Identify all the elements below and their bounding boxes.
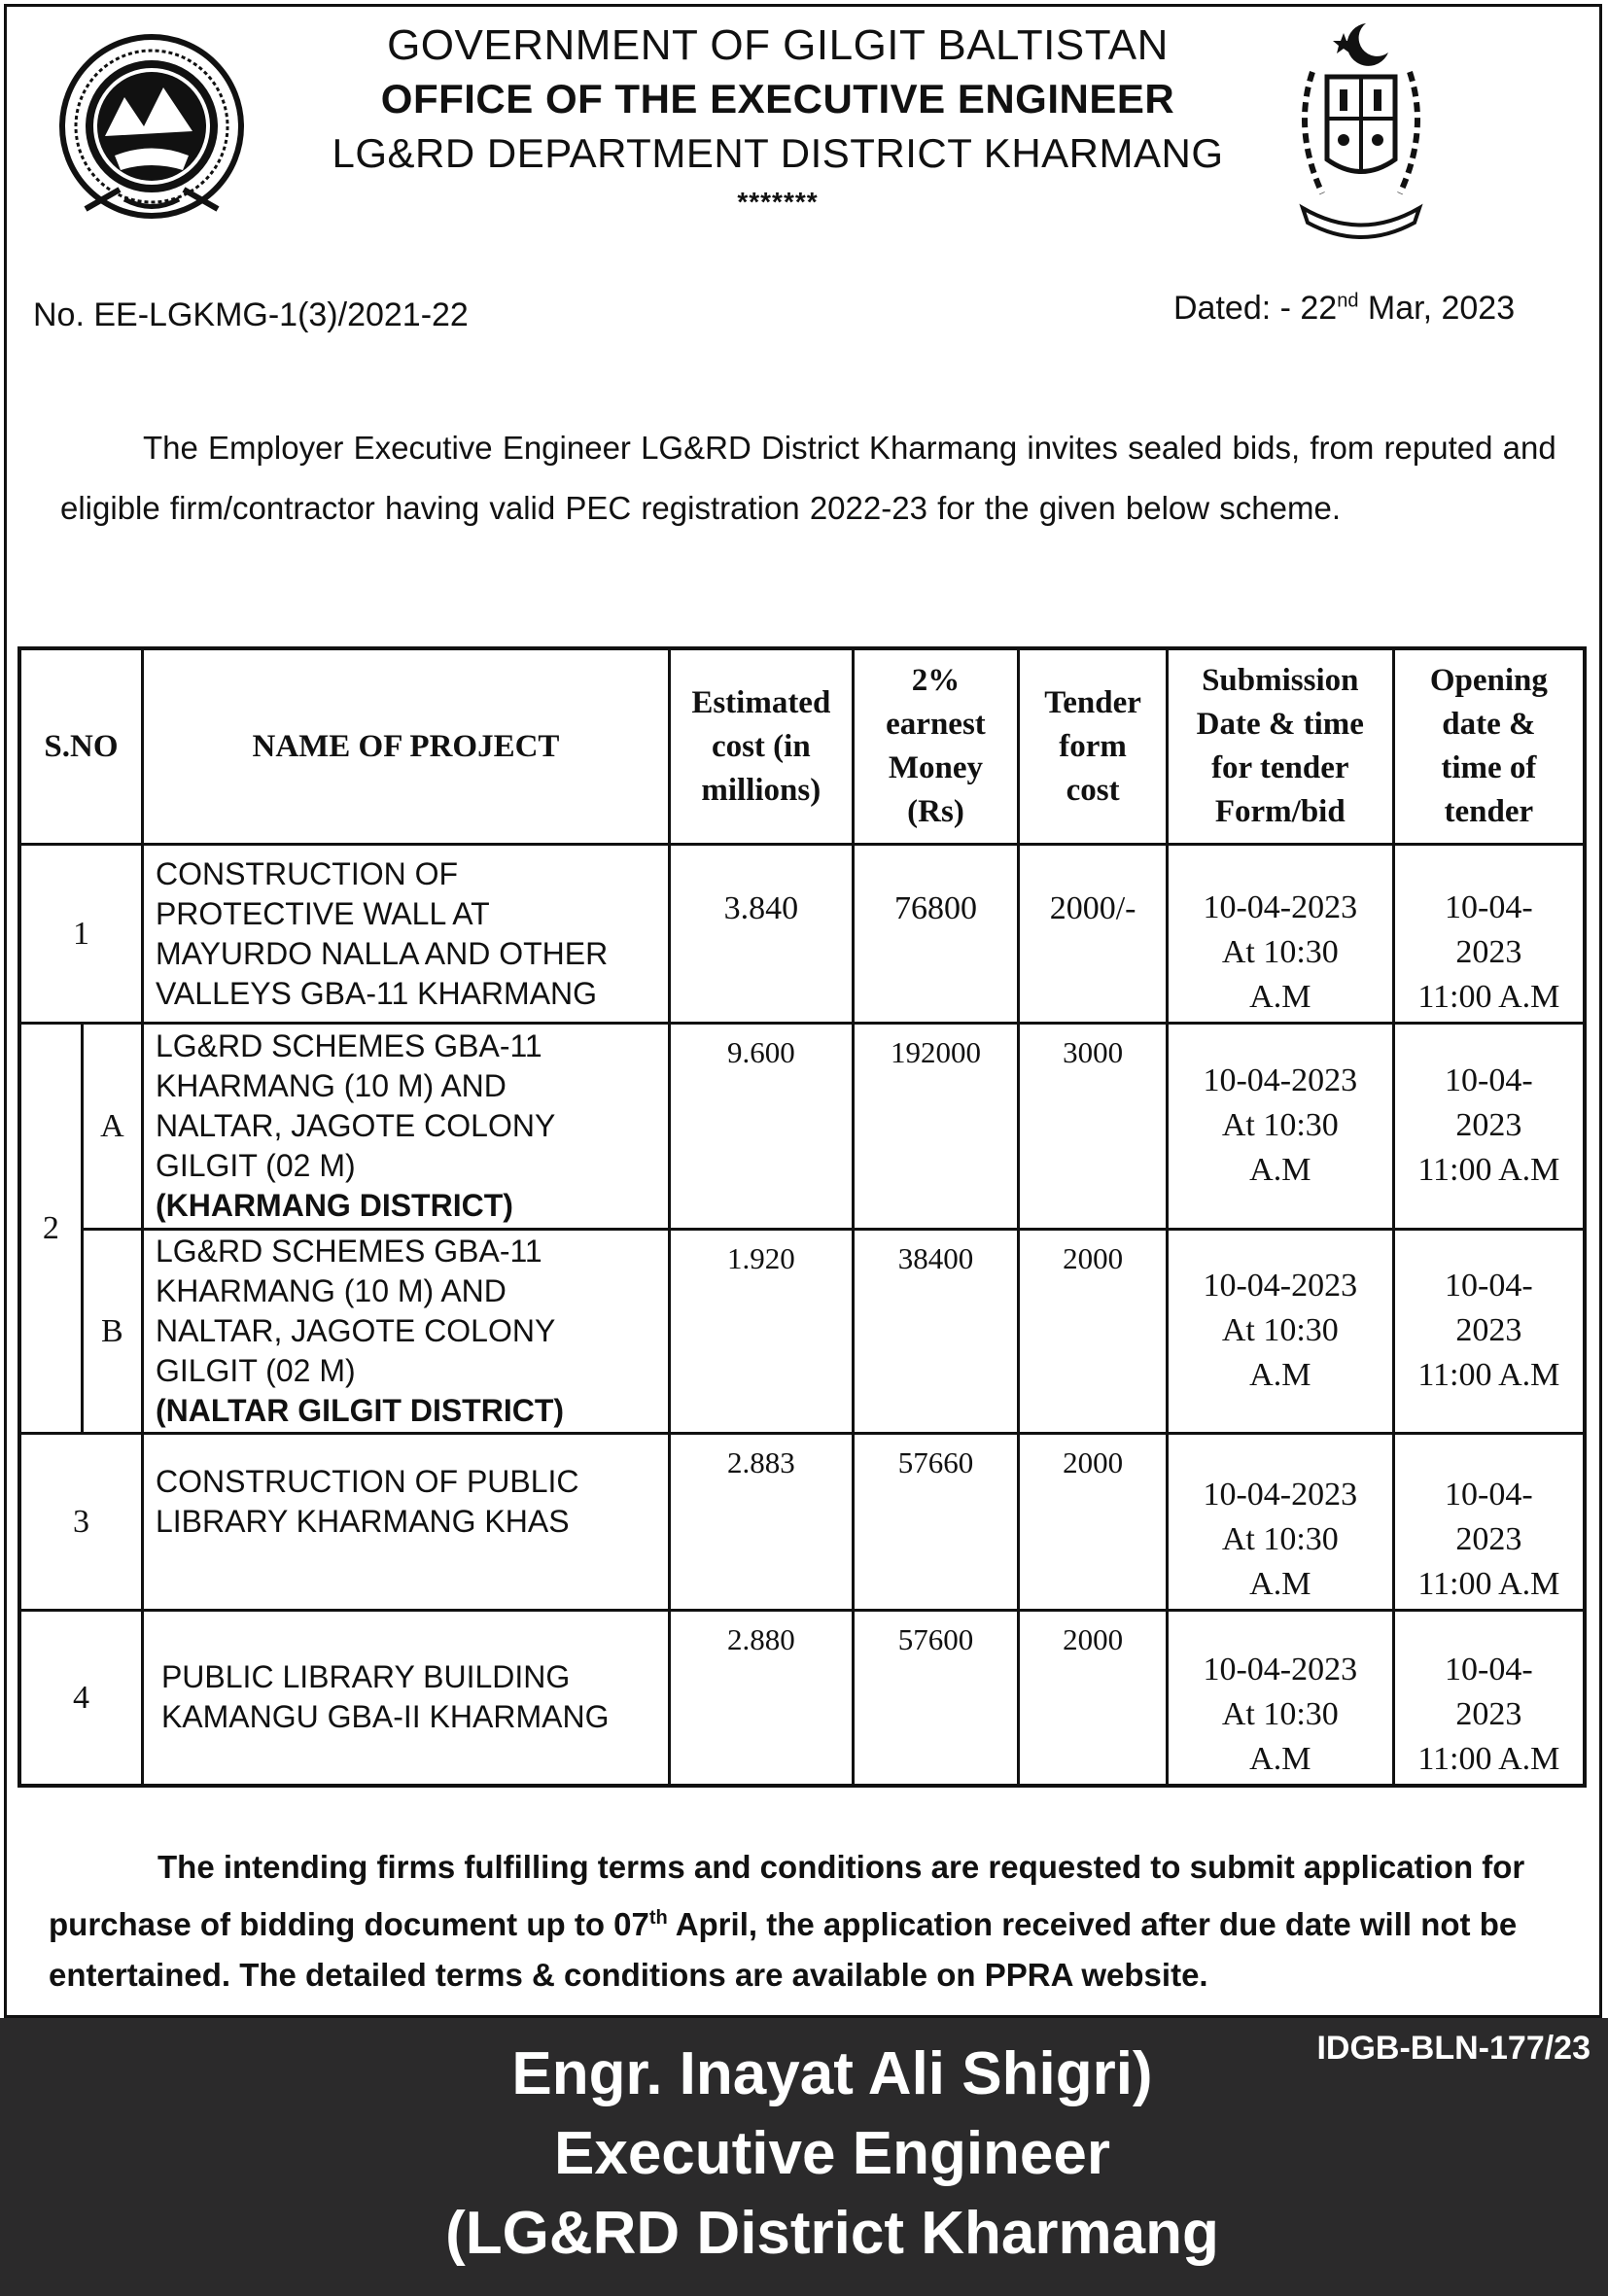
gilgit-baltistan-seal-icon — [47, 29, 270, 233]
tender-form-cost: 2000 — [1019, 1611, 1168, 1786]
table-header-row — [19, 648, 1585, 845]
opening-datetime: 10-04- 2023 11:00 A.M — [1393, 1230, 1585, 1434]
opening-datetime: 10-04- 2023 11:00 A.M — [1393, 1434, 1585, 1611]
header-stars: ******* — [737, 187, 819, 217]
row-sub-label: B — [82, 1230, 142, 1434]
ad-code: IDGB-BLN-177/23 — [1316, 2030, 1591, 2067]
submission-datetime: 10-04-2023 At 10:30 A.M — [1167, 1024, 1393, 1230]
header-office: OFFICE OF THE EXECUTIVE ENGINEER — [380, 76, 1175, 122]
project-name: LG&RD SCHEMES GBA-11 KHARMANG (10 M) AND NALTAR, JAGOTE COLONY GILGIT (02 M) (KHARMANG DISTRICT) — [142, 1024, 669, 1230]
signatory-title: Executive Engineer — [553, 2120, 1111, 2187]
tender-form-cost: 2000 — [1019, 1434, 1168, 1611]
table-row — [19, 1611, 1585, 1786]
table-row — [19, 845, 1585, 1024]
header-tender-form-cost: Tender form cost — [1019, 648, 1168, 845]
tender-form-cost: 2000/- — [1019, 845, 1168, 1024]
estimated-cost: 9.600 — [669, 1024, 853, 1230]
submission-datetime: 10-04-2023 At 10:30 A.M — [1167, 845, 1393, 1024]
earnest-money: 57600 — [853, 1611, 1019, 1786]
tender-table — [17, 646, 1587, 1788]
signatory-office: (LG&RD District Kharmang — [445, 2200, 1219, 2267]
earnest-money: 192000 — [853, 1024, 1019, 1230]
opening-datetime: 10-04- 2023 11:00 A.M — [1393, 1024, 1585, 1230]
reference-date: Dated: - 22nd Mar, 2023 — [1173, 290, 1516, 327]
row-sno: 4 — [19, 1611, 142, 1786]
header-earnest-money: 2% earnest Money (Rs) — [853, 648, 1019, 845]
project-name: LG&RD SCHEMES GBA-11 KHARMANG (10 M) AND NALTAR, JAGOTE COLONY GILGIT (02 M) (NALTAR GILGIT DISTRICT) — [142, 1230, 669, 1434]
table-row — [19, 1230, 1585, 1434]
project-name: CONSTRUCTION OF PROTECTIVE WALL AT MAYURDO NALLA AND OTHER VALLEYS GBA-11 KHARMANG — [142, 845, 669, 1024]
submission-datetime: 10-04-2023 At 10:30 A.M — [1167, 1230, 1393, 1434]
earnest-money: 57660 — [853, 1434, 1019, 1611]
submission-datetime: 10-04-2023 At 10:30 A.M — [1167, 1434, 1393, 1611]
header-project-name: NAME OF PROJECT — [142, 648, 669, 845]
header-sno: S.NO — [19, 648, 142, 845]
estimated-cost: 2.883 — [669, 1434, 853, 1611]
signatory-name: Engr. Inayat Ali Shigri) — [511, 2040, 1153, 2107]
reference-number: No. EE-LGKMG-1(3)/2021-22 — [33, 296, 469, 333]
row-sno: 3 — [19, 1434, 142, 1611]
table-row — [19, 1434, 1585, 1611]
earnest-money: 76800 — [853, 845, 1019, 1024]
row-sno: 2 — [19, 1024, 82, 1434]
intro-paragraph: The Employer Executive Engineer LG&RD District Kharmang invites sealed bids, from reputed and eligible firm/contractor having valid PEC registration 2022-23 for the given below scheme. — [60, 430, 1556, 526]
earnest-money: 38400 — [853, 1230, 1019, 1434]
estimated-cost: 1.920 — [669, 1230, 853, 1434]
project-name: CONSTRUCTION OF PUBLIC LIBRARY KHARMANG KHAS — [142, 1434, 669, 1611]
tender-form-cost: 2000 — [1019, 1230, 1168, 1434]
estimated-cost: 3.840 — [669, 845, 853, 1024]
header-opening: Opening date & time of tender — [1393, 648, 1585, 845]
header-submission: Submission Date & time for tender Form/bid — [1167, 648, 1393, 845]
opening-datetime: 10-04- 2023 11:00 A.M — [1393, 845, 1585, 1024]
row-sno: 1 — [19, 845, 142, 1024]
pakistan-state-emblem-icon — [1274, 14, 1449, 257]
row-sub-label: A — [82, 1024, 142, 1230]
table-row — [19, 1024, 1585, 1230]
project-name: PUBLIC LIBRARY BUILDING KAMANGU GBA-II KHARMANG — [142, 1611, 669, 1786]
estimated-cost: 2.880 — [669, 1611, 853, 1786]
opening-datetime: 10-04- 2023 11:00 A.M — [1393, 1611, 1585, 1786]
header-estimated-cost: Estimated cost (in millions) — [669, 648, 853, 845]
closing-paragraph: The intending firms fulfilling terms and conditions are requested to submit application for purchase of bidding document up to 07th April, the application received after due date will not be entertained. The detailed terms & conditions are available on PPRA website. — [49, 1849, 1525, 1993]
header-department: LG&RD DEPARTMENT DISTRICT KHARMANG — [332, 130, 1224, 176]
tender-form-cost: 3000 — [1019, 1024, 1168, 1230]
header-government: GOVERNMENT OF GILGIT BALTISTAN — [387, 21, 1169, 69]
signature-band — [0, 2018, 1608, 2296]
submission-datetime: 10-04-2023 At 10:30 A.M — [1167, 1611, 1393, 1786]
